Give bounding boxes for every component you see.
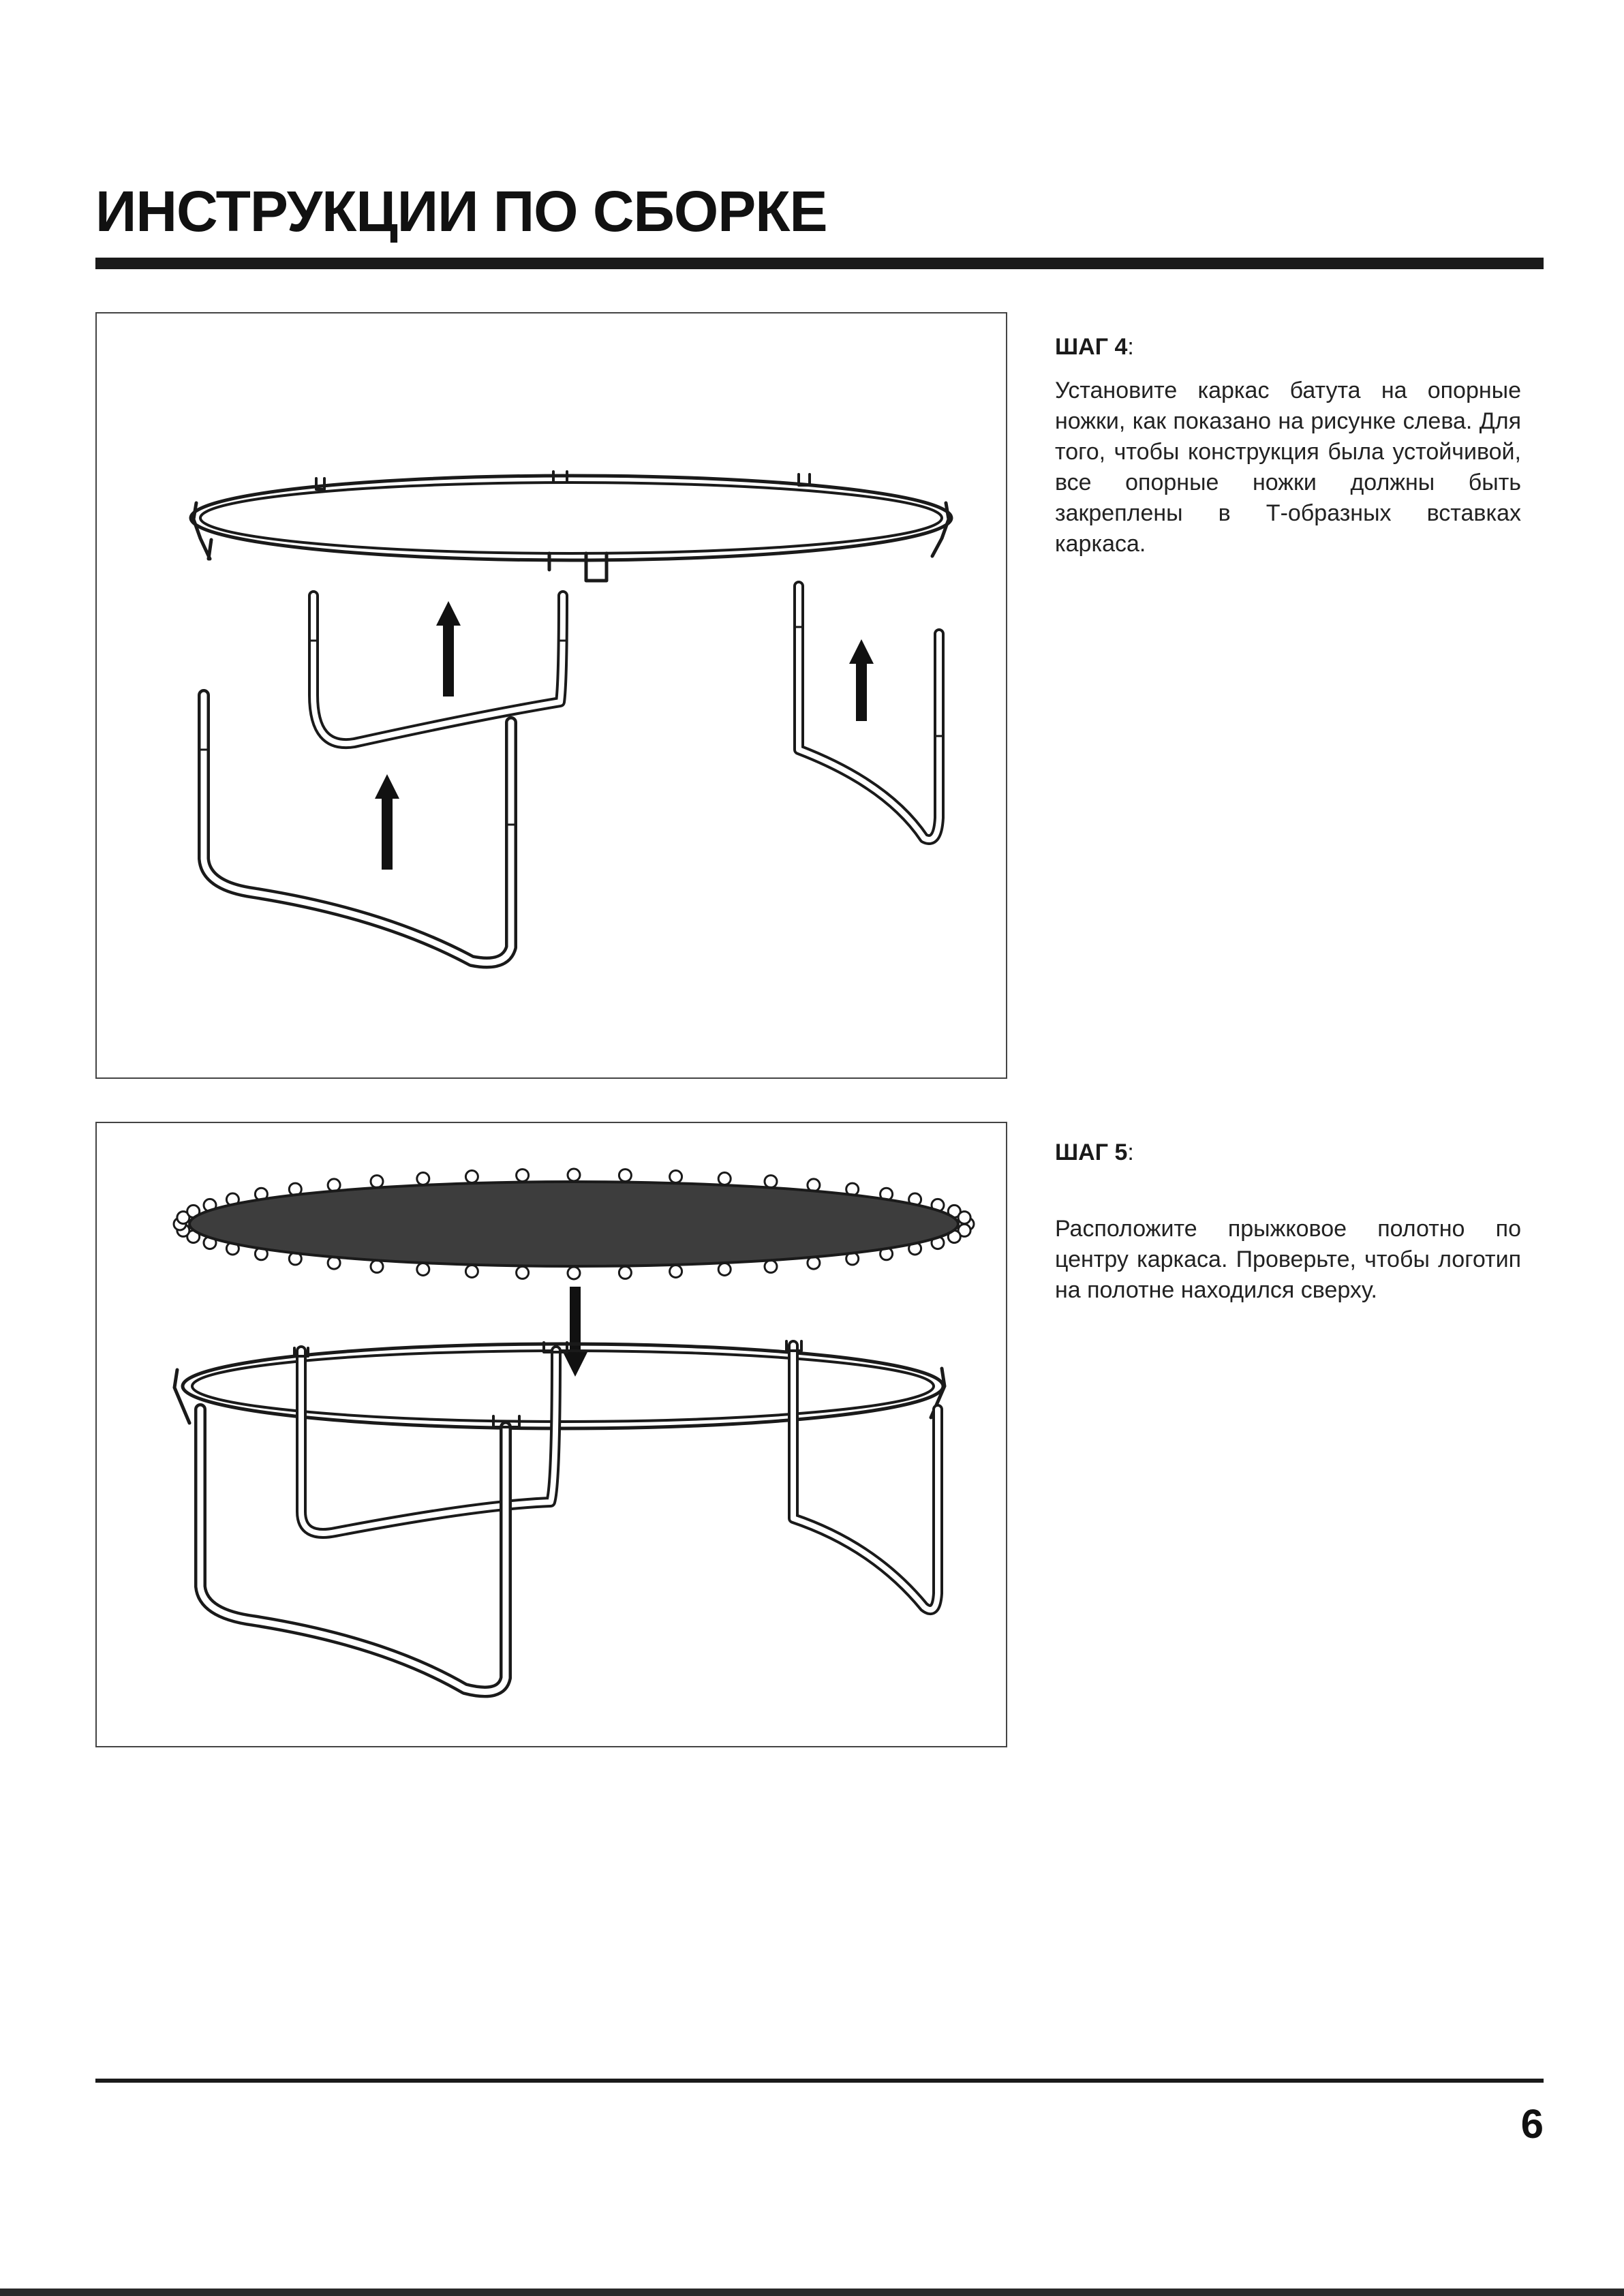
step5-heading: ШАГ 5:: [1055, 1139, 1134, 1165]
step5-section: [1055, 1139, 1521, 1306]
bottom-edge-band: [0, 2289, 1624, 2296]
step4-text: Установите каркас батута на опорные ножки, как показано на рисунке слева. Для того, чтобы конструкция была устойчивой, все опорные ножки должны быть закреплены в Т-образных вставках каркаса.: [1055, 378, 1521, 557]
spring-tab: [517, 1169, 529, 1182]
title-divider: [95, 258, 1544, 269]
step4-section: [1055, 334, 1521, 560]
spring-tab: [718, 1264, 731, 1276]
step5-illustration: [95, 1122, 1007, 1747]
spring-tab: [465, 1171, 478, 1183]
frame-ring: [191, 472, 951, 581]
spring-tab: [417, 1264, 429, 1276]
leg-back: [310, 596, 566, 744]
leg-right: [793, 1345, 938, 1610]
spring-tab: [765, 1176, 777, 1188]
spring-tab: [670, 1171, 682, 1183]
spring-tab: [568, 1267, 580, 1279]
spring-tab: [465, 1266, 478, 1278]
page-number: 6: [1520, 2101, 1544, 2147]
spring-tab: [765, 1260, 777, 1272]
step4-heading: ШАГ 4:: [1055, 334, 1134, 360]
spring-tab: [958, 1212, 970, 1224]
step5-text: Расположите прыжковое полотно по центру каркаса. Проверьте, чтобы логотип на полотне находился сверху.: [1055, 1216, 1521, 1303]
trampoline-mat-and-frame-drawing: [97, 1123, 1006, 1746]
page-title: ИНСТРУКЦИИ ПО СБОРКЕ: [95, 179, 827, 243]
spring-tab: [619, 1169, 631, 1182]
leg-back: [301, 1351, 556, 1533]
jumping-mat: [174, 1169, 974, 1279]
step4-illustration: [95, 312, 1007, 1079]
spring-tab: [517, 1266, 529, 1279]
footer-divider: [95, 2079, 1544, 2083]
leg-front: [200, 1409, 506, 1692]
arrow-up-icon: [375, 774, 399, 870]
trampoline-frame-and-legs-drawing: [97, 313, 1006, 1077]
arrow-up-icon: [849, 639, 874, 721]
leg-right: [795, 586, 943, 840]
spring-tab: [718, 1173, 731, 1185]
spring-tab: [619, 1266, 631, 1279]
spring-tab: [670, 1266, 682, 1278]
leg-front: [200, 695, 515, 963]
spring-tab: [568, 1169, 580, 1181]
spring-tab: [417, 1173, 429, 1185]
arrow-down-icon: [563, 1287, 587, 1377]
spring-tab: [371, 1176, 383, 1188]
spring-tab: [371, 1260, 383, 1272]
arrow-up-icon: [436, 601, 461, 697]
